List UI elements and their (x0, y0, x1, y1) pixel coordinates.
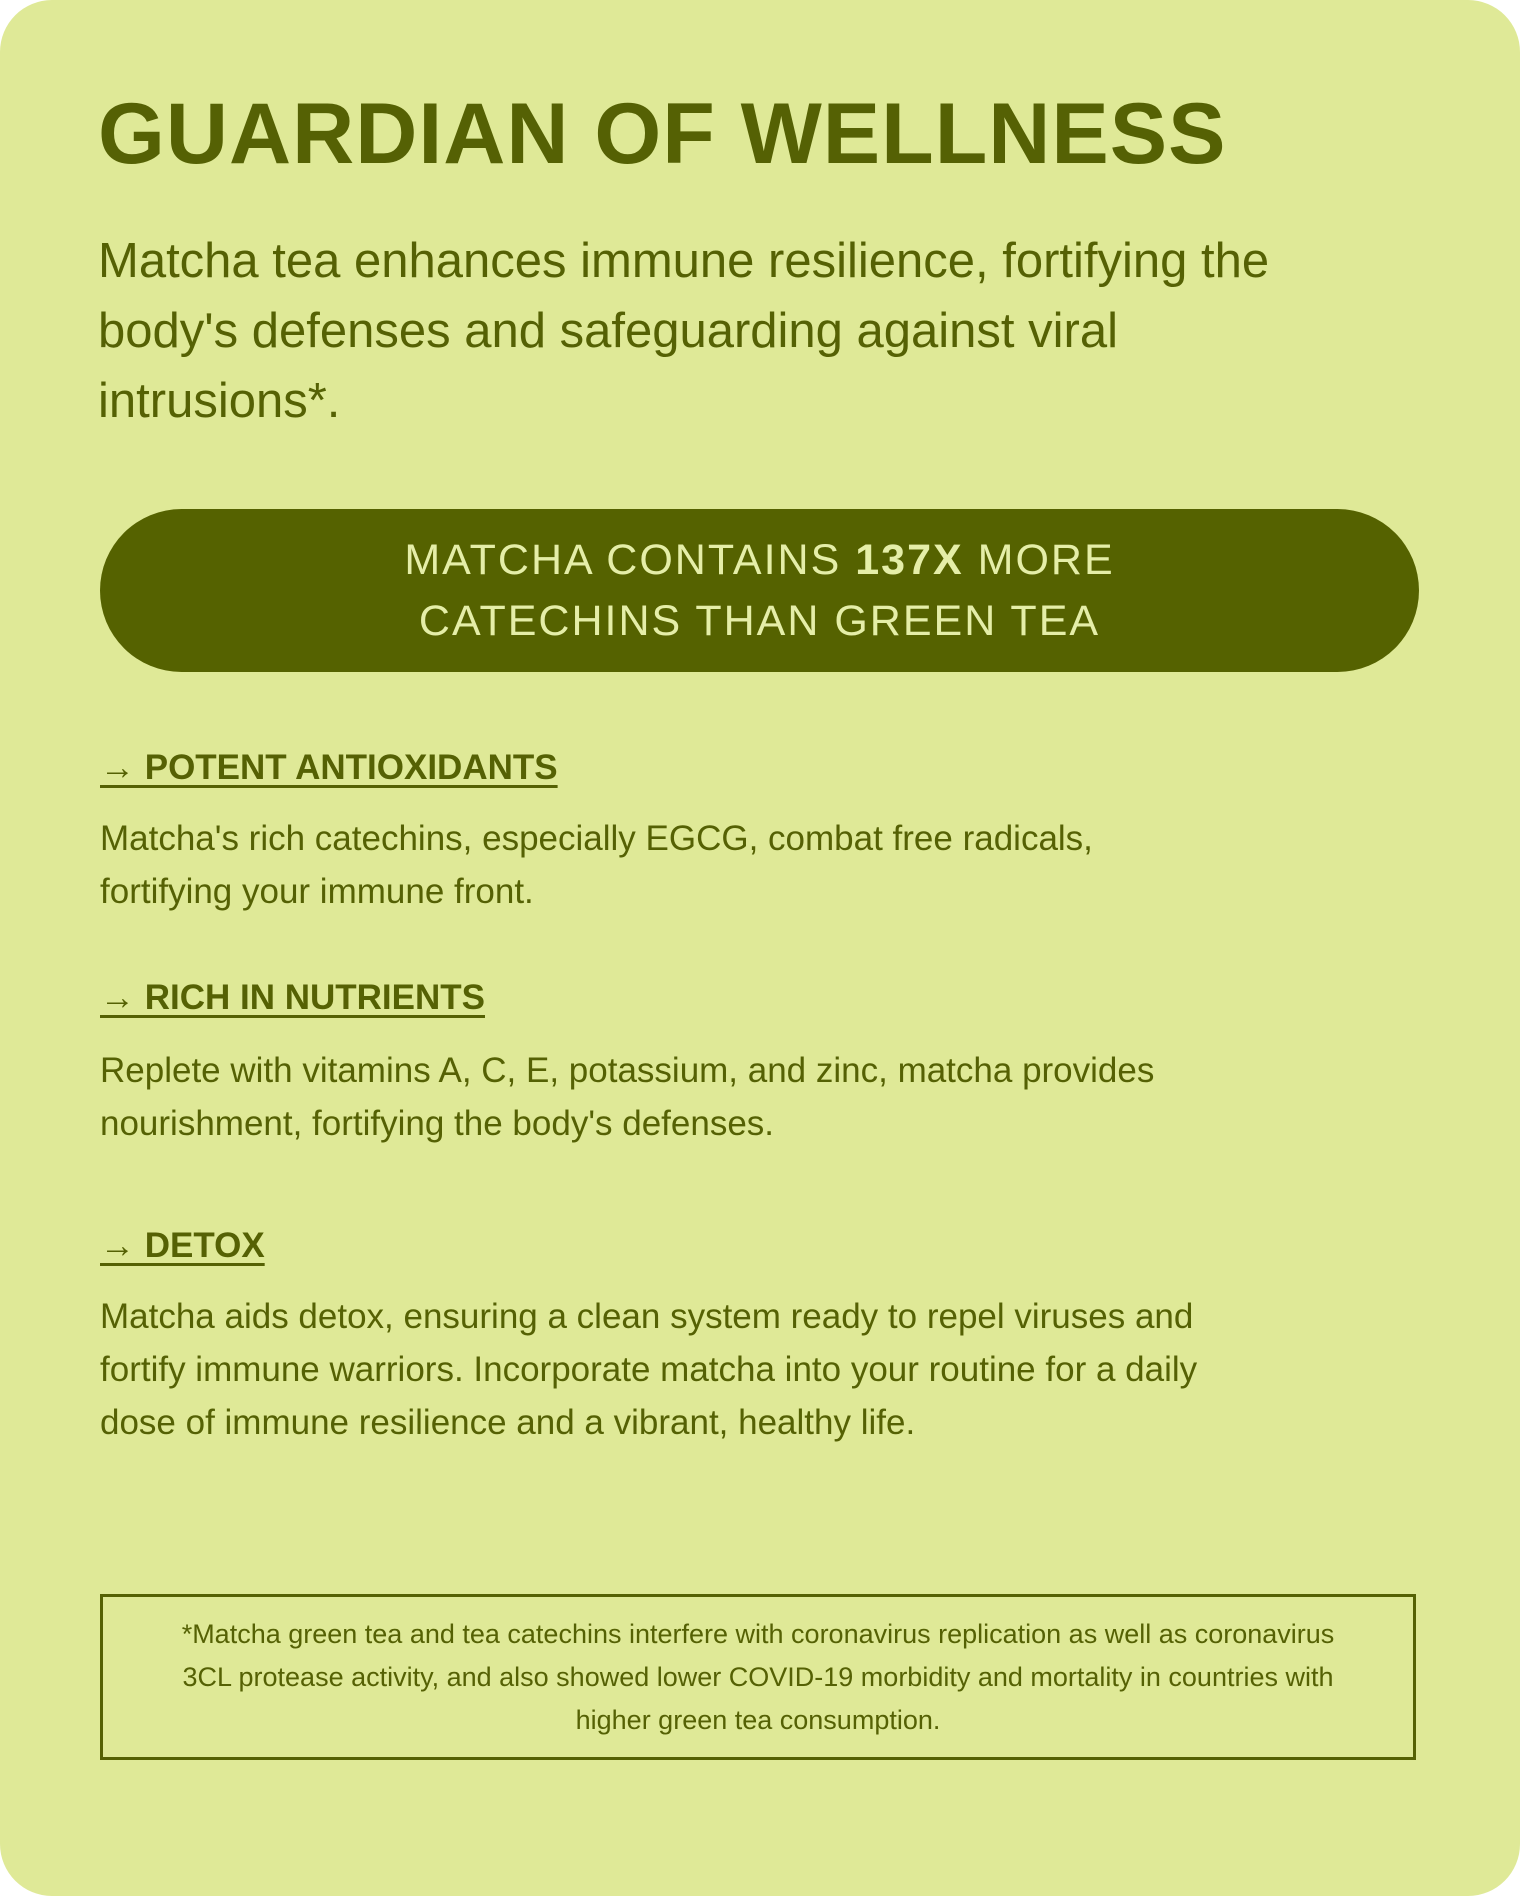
section-heading-antioxidants: → POTENT ANTIOXIDANTS (100, 748, 558, 787)
section-body-antioxidants: Matcha's rich catechins, especially EGCG, combat free radicals, fortifying your immune front. (100, 819, 1093, 911)
page-title: GUARDIAN OF WELLNESS (98, 86, 1227, 182)
footnote-text: *Matcha green tea and tea catechins interfere with coronavirus replication as well as coronavirus 3CL protease activity, and also showed lower COVID-19 morbidity and mortality in countries with higher green tea consumption. (181, 1618, 1335, 1735)
highlight-emphasis: 137X (855, 535, 964, 584)
footnote-box (100, 1594, 1416, 1760)
highlight-suffix: MORE (963, 535, 1115, 584)
highlight-banner (100, 509, 1419, 672)
highlight-prefix: MATCHA CONTAINS (404, 535, 856, 584)
section-heading-detox: → DETOX (100, 1226, 265, 1265)
section-body-detox: Matcha aids detox, ensuring a clean system ready to repel viruses and fortify immune warriors. Incorporate matcha into your routine for a daily dose of immune resilience and a vibrant, healthy life. (100, 1297, 1198, 1442)
highlight-line-2: CATECHINS THAN GREEN TEA (418, 596, 1101, 645)
section-heading-nutrients: → RICH IN NUTRIENTS (100, 978, 485, 1017)
section-body-nutrients: Replete with vitamins A, C, E, potassium, and zinc, matcha provides nourishment, fortifying the body's defenses. (100, 1051, 1155, 1143)
intro-text: Matcha tea enhances immune resilience, fortifying the body's defenses and safeguarding against viral intrusions*. (98, 234, 1270, 428)
highlight-line-1 (404, 530, 1114, 591)
